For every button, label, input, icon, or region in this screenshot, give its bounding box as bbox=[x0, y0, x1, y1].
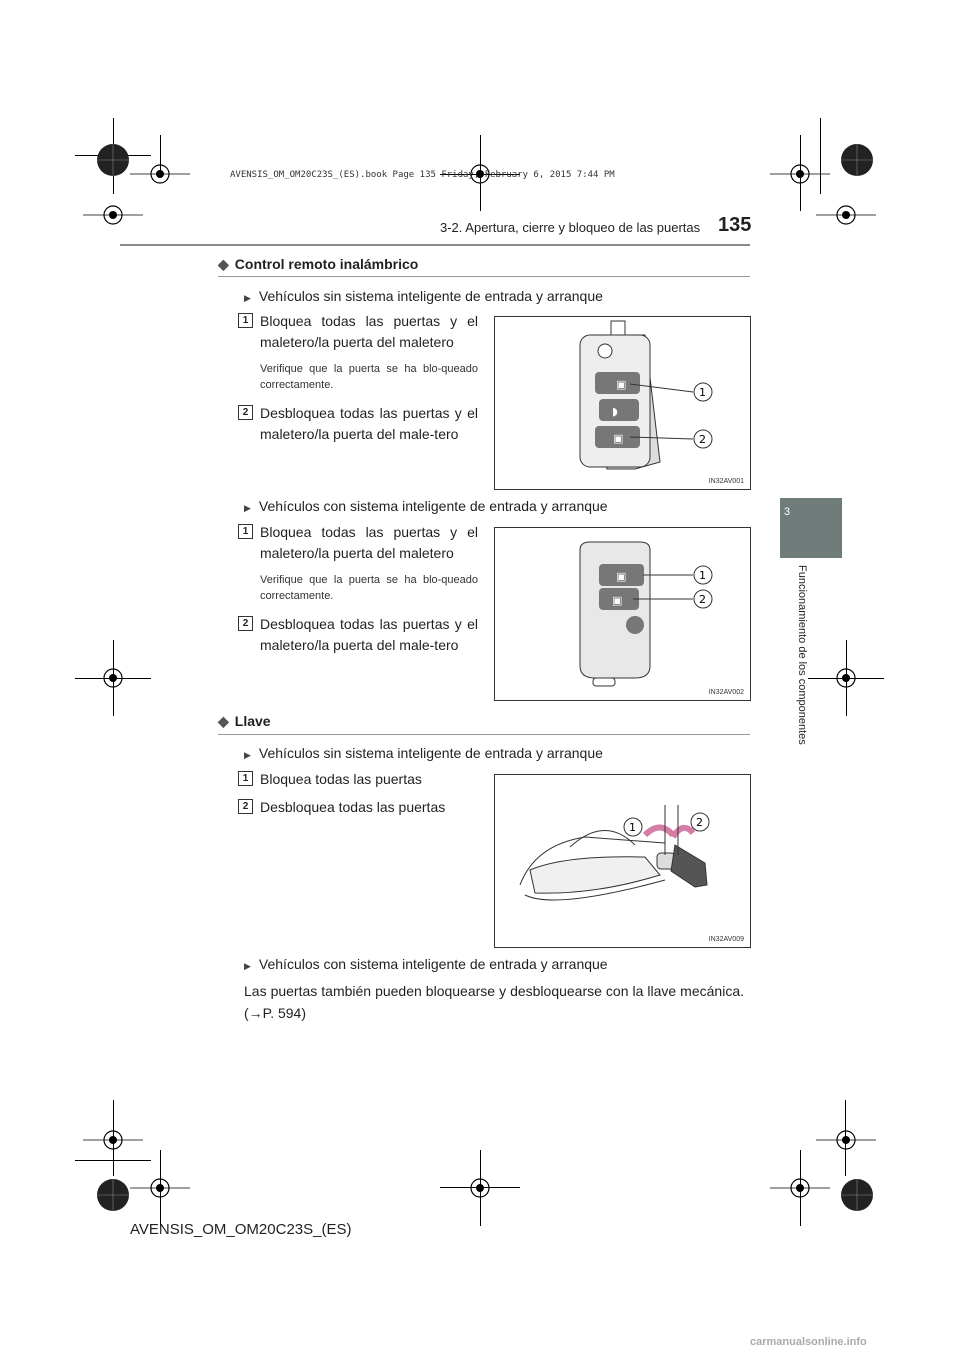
svg-text:1: 1 bbox=[699, 569, 706, 582]
section-rule bbox=[218, 734, 750, 735]
side-tab bbox=[780, 498, 842, 558]
subsection-label-text: Vehículos sin sistema inteligente de entrada y arranque bbox=[258, 745, 603, 761]
figure-door-key bbox=[494, 774, 751, 948]
header-title: 3-2. Apertura, cierre y bloqueo de las puertas bbox=[440, 220, 701, 235]
note-text: Verifique que la puerta se ha blo-queado correctamente. bbox=[260, 363, 478, 391]
body-text: Las puertas también pueden bloquearse y desbloquearse con la llave mecánica. (→P. 594) bbox=[244, 983, 744, 1021]
section-rule bbox=[218, 276, 750, 277]
list-item-text: Desbloquea todas las puertas y el maletero/la puerta del male-tero bbox=[260, 405, 478, 442]
page-number: 135 bbox=[718, 214, 752, 236]
triangle-bullet-icon: ▶ bbox=[244, 750, 251, 760]
callout-2: 2 bbox=[699, 433, 706, 446]
list-item-text: Bloquea todas las puertas y el maletero/la puerta del maletero bbox=[260, 524, 478, 561]
list-item bbox=[238, 311, 478, 353]
watermark: carmanualsonline.info bbox=[750, 1336, 867, 1348]
subsection-label-text: Vehículos con sistema inteligente de entrada y arranque bbox=[258, 498, 608, 514]
subsection-label bbox=[244, 288, 603, 304]
figure-key-remote bbox=[494, 316, 751, 490]
section-title-text: Llave bbox=[234, 713, 271, 729]
section-title-text: Control remoto inalámbrico bbox=[234, 256, 419, 272]
list-item bbox=[238, 769, 478, 790]
header-rule bbox=[120, 244, 750, 246]
side-tab-label: Funcionamiento de los componentes bbox=[796, 565, 808, 745]
section-title-remote bbox=[218, 256, 418, 273]
svg-text:▣: ▣ bbox=[613, 432, 624, 445]
smart-key-illustration bbox=[495, 528, 750, 700]
diamond-icon: ◆ bbox=[218, 713, 229, 729]
section-title-key bbox=[218, 713, 271, 730]
list-item-text: Desbloquea todas las puertas bbox=[260, 799, 446, 815]
door-handle-illustration bbox=[495, 775, 750, 947]
svg-text:▣: ▣ bbox=[612, 594, 623, 607]
subsection-label bbox=[244, 498, 608, 514]
list-item bbox=[238, 522, 478, 564]
subsection-label bbox=[244, 745, 603, 761]
figure-smart-key bbox=[494, 527, 751, 701]
number-icon: 1 bbox=[238, 524, 253, 539]
number-icon: 1 bbox=[238, 313, 253, 328]
triangle-bullet-icon: ▶ bbox=[244, 293, 251, 303]
diamond-icon: ◆ bbox=[218, 256, 229, 272]
svg-text:2: 2 bbox=[699, 593, 706, 606]
list-item bbox=[238, 614, 478, 656]
list-item bbox=[238, 797, 478, 818]
note-text: Verifique que la puerta se ha blo-queado correctamente. bbox=[260, 574, 478, 602]
subsection-label-text: Vehículos sin sistema inteligente de entrada y arranque bbox=[258, 288, 603, 304]
key-fob-illustration bbox=[495, 317, 750, 489]
svg-text:▣: ▣ bbox=[616, 570, 627, 583]
footer-code: AVENSIS_OM_OM20C23S_(ES) bbox=[130, 1221, 352, 1238]
subsection-label-text: Vehículos con sistema inteligente de entrada y arranque bbox=[258, 956, 608, 972]
svg-text:1: 1 bbox=[629, 821, 636, 834]
print-header: AVENSIS_OM_OM20C23S_(ES).book Page 135 Friday, February 6, 2015 7:44 PM bbox=[230, 170, 615, 180]
side-tab-number: 3 bbox=[784, 506, 791, 518]
triangle-bullet-icon: ▶ bbox=[244, 503, 251, 513]
svg-text:2: 2 bbox=[696, 816, 703, 829]
subsection-label bbox=[244, 956, 608, 972]
callout-1: 1 bbox=[699, 386, 706, 399]
figure-code: IN32AV009 bbox=[708, 936, 744, 943]
svg-text:◗: ◗ bbox=[612, 405, 618, 418]
number-icon: 2 bbox=[238, 616, 253, 631]
number-icon: 2 bbox=[238, 405, 253, 420]
list-item-text: Bloquea todas las puertas bbox=[260, 771, 422, 787]
list-item-text: Bloquea todas las puertas y el maletero/la puerta del maletero bbox=[260, 313, 478, 350]
list-item-text: Desbloquea todas las puertas y el maletero/la puerta del male-tero bbox=[260, 616, 478, 653]
number-icon: 2 bbox=[238, 799, 253, 814]
list-item bbox=[238, 403, 478, 445]
figure-code: IN32AV002 bbox=[708, 689, 744, 696]
triangle-bullet-icon: ▶ bbox=[244, 961, 251, 971]
number-icon: 1 bbox=[238, 771, 253, 786]
svg-text:▣: ▣ bbox=[616, 378, 627, 391]
figure-code: IN32AV001 bbox=[708, 478, 744, 485]
